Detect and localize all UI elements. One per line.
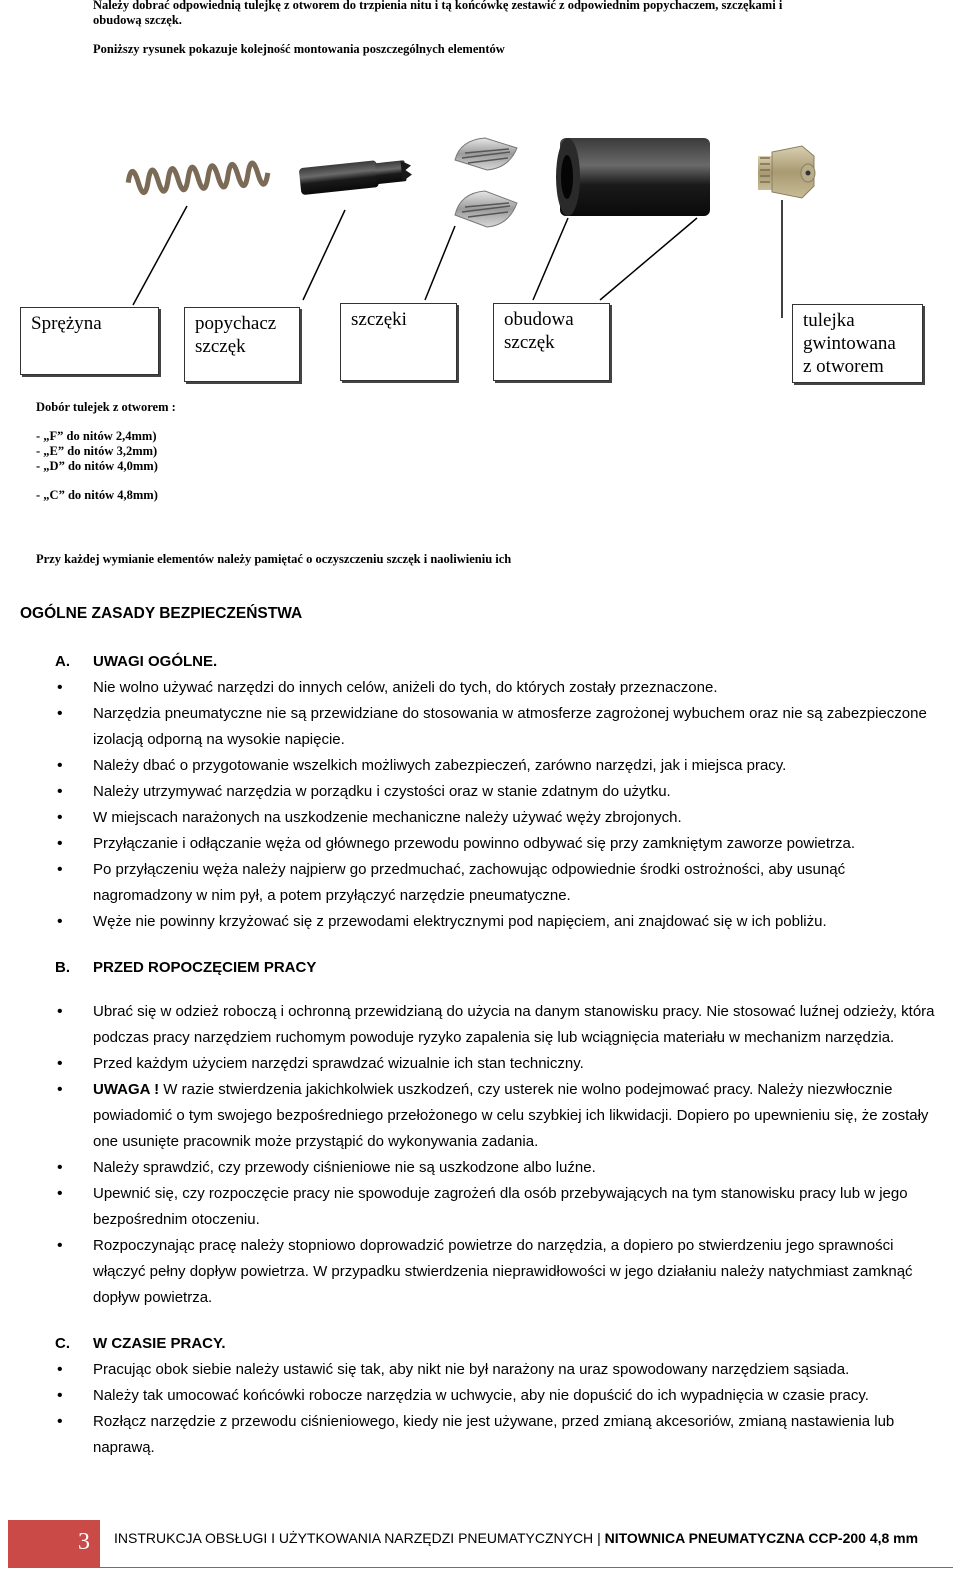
warning-label: UWAGA !	[93, 1081, 160, 1098]
section-a-letter: A.	[55, 653, 70, 670]
section-c-heading	[20, 1331, 945, 1357]
list-item: • Po przyłączeniu węża należy najpierw go przedmuchać, zachowując odpowiednie środki ostrożności, aby usunąć nagromadzony w nim pył, a potem przyłączyć narzędzie pneumatyczne.	[20, 857, 945, 909]
page-number: 3	[78, 1529, 90, 1555]
list-item-warning	[20, 1077, 945, 1155]
section-b-title: PRZED ROPOCZĘCIEM PRACY	[93, 959, 317, 976]
cleaning-note: Przy każdej wymianie elementów należy pamiętać o oczyszczeniu szczęk i naoliwieniu ich	[36, 552, 512, 566]
list-item: • Rozpoczynając pracę należy stopniowo doprowadzić powietrze do narzędzia, a dopiero po stwierdzeniu jego sprawności włączyć pełny dopływ powietrza. W przypadku stwierdzenia nieprawidłowości w jego działaniu należy natychmiast zamknąć dopływ powietrza.	[20, 1233, 945, 1311]
bushing-item-d: - „D” do nitów 4,0mm)	[36, 459, 158, 473]
list-item: • Należy dbać o przygotowanie wszelkich możliwych zabezpieczeń, zarówno narzędzi, jak i miejsca pracy.	[20, 753, 945, 779]
bushing-item-f: - „F” do nitów 2,4mm)	[36, 429, 157, 443]
list-item: • Węże nie powinny krzyżować się z przewodami elektrycznymi pod napięciem, ani znajdować się w ich pobliżu.	[20, 909, 945, 935]
label-jaws-text: szczęki	[351, 309, 407, 330]
list-item: • W miejscach narażonych na uszkodzenie mechaniczne należy używać węży zbrojonych.	[20, 805, 945, 831]
label-pusher-line2: szczęk	[195, 336, 246, 357]
label-threaded-bushing	[792, 304, 923, 383]
label-jaw-housing	[493, 303, 610, 381]
safety-rules	[20, 605, 945, 1461]
list-item: • Należy sprawdzić, czy przewody ciśnieniowe nie są uszkodzone albo luźne.	[20, 1155, 945, 1181]
label-spring-text: Sprężyna	[31, 313, 102, 334]
parts-diagram	[0, 120, 960, 400]
threaded-bushing-part	[758, 146, 815, 198]
page-footer	[8, 1520, 953, 1568]
list-item: • Rozłącz narzędzie z przewodu ciśnieniowego, kiedy nie jest używane, przed zmianą akcesoriów, zmianą nastawienia lub naprawą.	[20, 1409, 945, 1461]
section-a-title: UWAGI OGÓLNE.	[93, 653, 218, 670]
list-item: • Nie wolno używać narzędzi do innych celów, aniżeli do tych, do których zostały przeznaczone.	[20, 675, 945, 701]
page-number-box	[8, 1520, 100, 1568]
section-b-heading	[20, 955, 945, 981]
safety-title: OGÓLNE ZASADY BEZPIECZEŃSTWA	[20, 605, 303, 622]
label-pusher	[184, 307, 300, 382]
label-spring	[20, 307, 159, 375]
label-bushing-line2: gwintowana	[803, 333, 896, 354]
list-item: • Należy utrzymywać narzędzia w porządku i czystości oraz w stanie zdatnym do użytku.	[20, 779, 945, 805]
top-note: Należy dobrać odpowiednią tulejkę z otworem do trzpienia nitu i tą końcówkę zestawić z odpowiednim popychaczem, szczękami i obudową szczęk.	[93, 0, 783, 27]
jaws-part	[455, 138, 517, 227]
list-item: • Należy tak umocować końcówki robocze narzędzia w uchwycie, aby nie dopuścić do ich wypadnięcia w czasie pracy.	[20, 1383, 945, 1409]
section-a-list	[20, 675, 945, 935]
bushing-title: Dobór tulejek z otworem :	[36, 400, 176, 414]
label-pusher-line1: popychacz	[195, 313, 277, 334]
section-c-letter: C.	[55, 1335, 70, 1352]
label-jaws	[340, 303, 457, 381]
manual-title: INSTRUKCJA OBSŁUGI I UŻYTKOWANIA NARZĘDZI PNEUMATYCZNYCH	[114, 1530, 594, 1546]
label-bushing-line1: tulejka	[803, 310, 855, 331]
label-jaw-housing-line1: obudowa	[504, 309, 574, 330]
product-name: NITOWNICA PNEUMATYCZNA CCP-200 4,8 mm	[604, 1530, 919, 1546]
label-bushing-line3: z otworem	[803, 356, 884, 377]
leader-lines	[133, 200, 782, 318]
section-c-list	[20, 1357, 945, 1461]
section-b-list	[20, 999, 945, 1311]
list-item: • Pracując obok siebie należy ustawić się tak, aby nikt nie był narażony na uraz spowodowany narzędziem sąsiada.	[20, 1357, 945, 1383]
bushing-selection	[36, 400, 176, 503]
footer-title	[114, 1530, 918, 1546]
section-a-heading	[20, 649, 945, 675]
list-item: • Przyłączanie i odłączanie węża od głównego przewodu powinno odbywać się przy zamkniętym zaworze powietrza.	[20, 831, 945, 857]
list-item: • Ubrać się w odzież roboczą i ochronną przewidzianą do użycia na danym stanowisku pracy. Nie stosować luźnej odzieży, która podczas pracy narzędziem ruchomym powoduje ryzyko zapalenia się lub wciągnięcia materiału w mechanizm narzędzia.	[20, 999, 945, 1051]
warning-text: W razie stwierdzenia jakichkolwiek uszkodzeń, czy usterek nie wolno podejmować pracy. Należy niezwłocznie powiadomić o tym swojego bezpośredniego przełożonego w celu szybkiej ich likwidacji. Dopiero po upewnieniu się, że zostały one usunięte pracownik może przystąpić do wykonywania zadania.	[93, 1081, 929, 1150]
assembly-order-note: Poniższy rysunek pokazuje kolejność montowania poszczególnych elementów	[93, 42, 505, 56]
spring-part	[127, 162, 268, 194]
list-item: • Przed każdym użyciem narzędzi sprawdzać wizualnie ich stan techniczny.	[20, 1051, 945, 1077]
section-b-letter: B.	[55, 959, 70, 976]
footer-rule	[100, 1567, 953, 1568]
label-jaw-housing-line2: szczęk	[504, 332, 555, 353]
section-c-title: W CZASIE PRACY.	[93, 1335, 226, 1352]
bushing-item-c: - „C” do nitów 4,8mm)	[36, 488, 158, 502]
footer-separator: |	[597, 1530, 601, 1546]
list-item: • Narzędzia pneumatyczne nie są przewidziane do stosowania w atmosferze zagrożonej wybuchem oraz nie są zabezpieczone izolacją odporną na wysokie napięcie.	[20, 701, 945, 753]
jaw-housing-part	[556, 138, 710, 216]
bushing-item-e: - „E” do nitów 3,2mm)	[36, 444, 158, 458]
pusher-part	[299, 157, 413, 196]
list-item: • Upewnić się, czy rozpoczęcie pracy nie spowoduje zagrożeń dla osób przebywających na tym stanowisku pracy lub w jego bezpośrednim otoczeniu.	[20, 1181, 945, 1233]
